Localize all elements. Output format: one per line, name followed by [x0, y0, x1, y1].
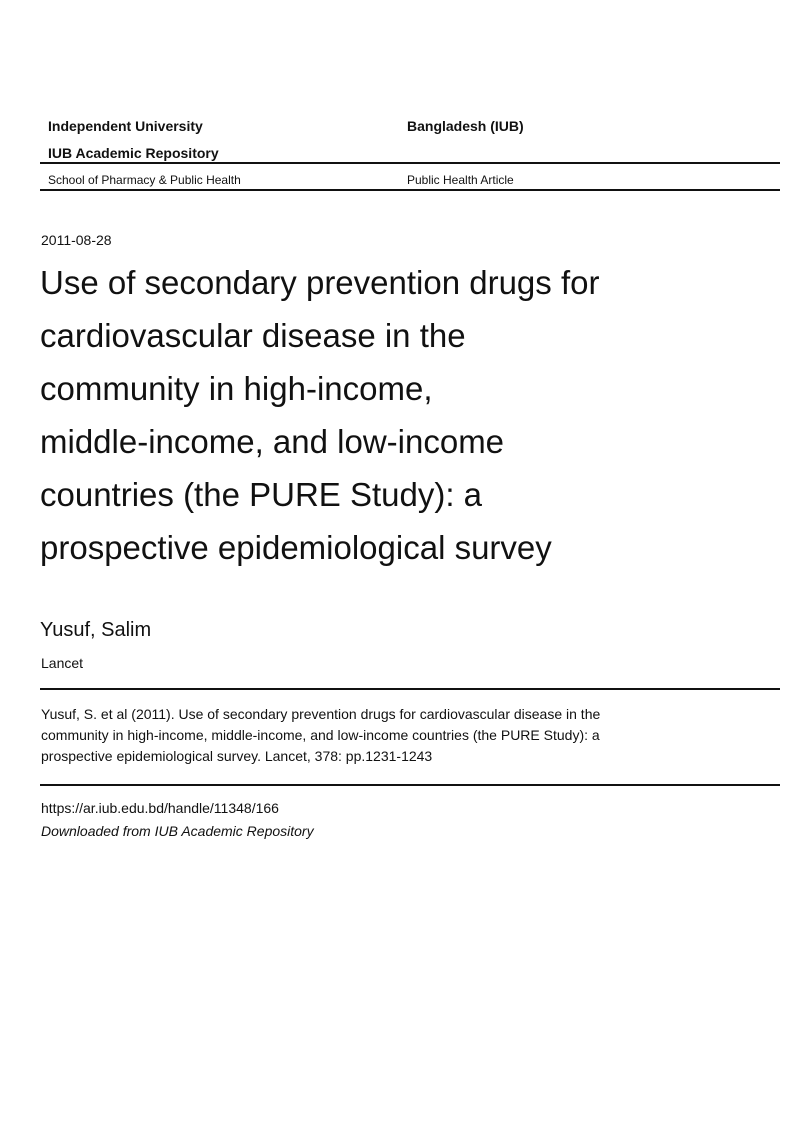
author-name: Yusuf, Salim	[40, 619, 152, 641]
downloaded-note: Downloaded from IUB Academic Repository	[41, 823, 314, 839]
institution-name: Independent University	[48, 118, 203, 134]
citation-line: prospective epidemiological survey. Lancet, 378: pp.1231-1243	[41, 748, 433, 764]
title-line: prospective epidemiological survey	[40, 529, 552, 566]
handle-link[interactable]: https://ar.iub.edu.bd/handle/11348/166	[41, 800, 279, 816]
citation-divider-top	[40, 688, 780, 690]
collection-name: Public Health Article	[407, 173, 514, 187]
citation-line: community in high-income, middle-income, and low-income countries (the PURE Study): a	[41, 727, 600, 743]
header-divider-top	[40, 162, 780, 164]
department-name: School of Pharmacy & Public Health	[48, 173, 241, 187]
title-line: Use of secondary prevention drugs for	[40, 264, 600, 301]
publisher-name: Lancet	[41, 655, 84, 671]
citation	[41, 704, 600, 767]
title-line: community in high-income,	[40, 370, 433, 407]
record-date: 2011-08-28	[41, 232, 112, 248]
title-line: middle-income, and low-income	[40, 423, 505, 460]
institution-country: Bangladesh (IUB)	[407, 118, 524, 134]
citation-line: Yusuf, S. et al (2011). Use of secondary prevention drugs for cardiovascular disease in the	[41, 706, 601, 722]
title-line: countries (the PURE Study): a	[40, 476, 483, 513]
citation-divider-bottom	[40, 784, 780, 786]
title-line: cardiovascular disease in the	[40, 317, 466, 354]
repository-name: IUB Academic Repository	[48, 145, 219, 161]
header-divider-bottom	[40, 189, 780, 191]
document-title	[40, 256, 599, 574]
